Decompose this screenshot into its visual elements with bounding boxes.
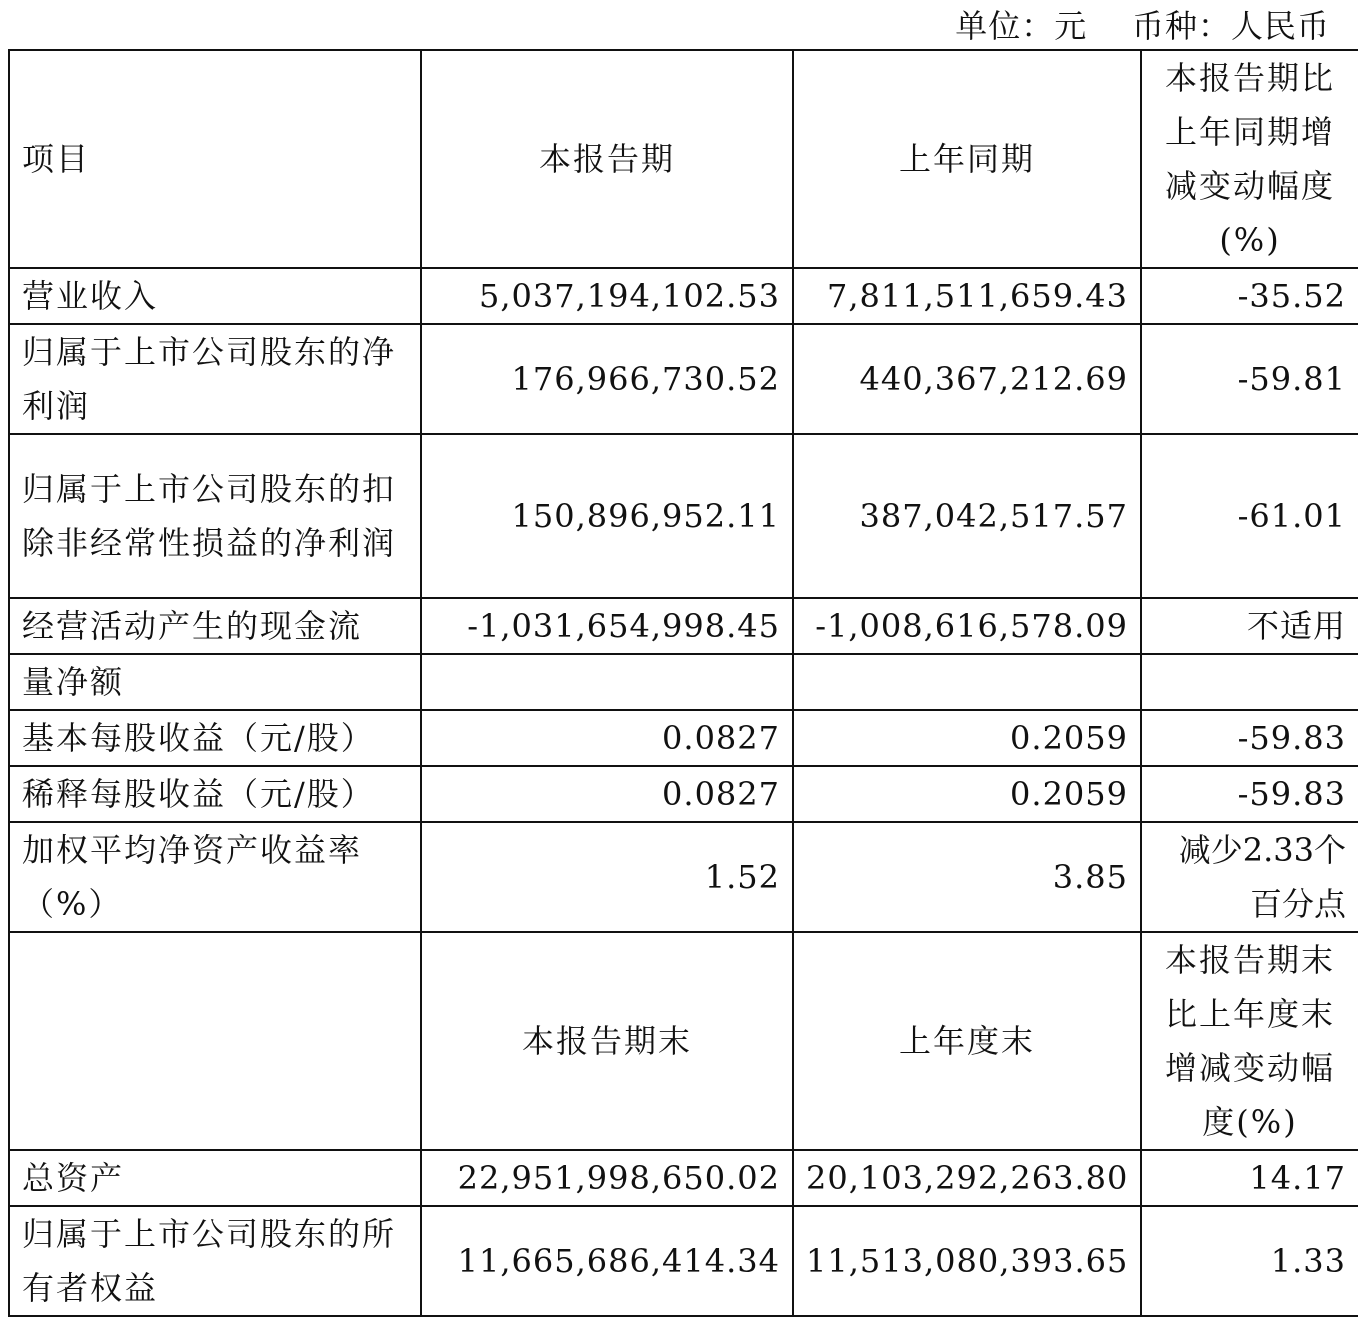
row-change-value: 减少2.33个百分点 xyxy=(1141,822,1358,932)
row-change-value: -35.52 xyxy=(1141,268,1358,324)
header-change-pct-end: 本报告期末比上年度末增减变动幅度(%) xyxy=(1141,932,1358,1150)
row-current-value: 150,896,952.11 xyxy=(421,434,793,598)
header-change-pct: 本报告期比上年同期增减变动幅度(%) xyxy=(1141,50,1358,268)
table-row xyxy=(9,1206,1358,1316)
row-label: 归属于上市公司股东的扣除非经常性损益的净利润 xyxy=(9,434,421,598)
table-row xyxy=(9,434,1358,598)
row-label: 量净额 xyxy=(9,654,421,710)
header-prior-period: 上年同期 xyxy=(793,50,1141,268)
row-prior-value: 3.85 xyxy=(793,822,1141,932)
row-prior-value: 0.2059 xyxy=(793,766,1141,822)
table-row xyxy=(9,822,1358,932)
table-row xyxy=(9,268,1358,324)
row-change-value: -59.83 xyxy=(1141,710,1358,766)
header-item: 项目 xyxy=(9,50,421,268)
row-label: 归属于上市公司股东的所有者权益 xyxy=(9,1206,421,1316)
row-current-value xyxy=(421,654,793,710)
row-label: 经营活动产生的现金流 xyxy=(9,598,421,654)
row-prior-value: 20,103,292,263.80 xyxy=(793,1150,1141,1206)
row-prior-value: 11,513,080,393.65 xyxy=(793,1206,1141,1316)
row-prior-value: 387,042,517.57 xyxy=(793,434,1141,598)
header-item-blank xyxy=(9,932,421,1150)
row-prior-value: 7,811,511,659.43 xyxy=(793,268,1141,324)
row-prior-value: -1,008,616,578.09 xyxy=(793,598,1141,654)
row-prior-value: 0.2059 xyxy=(793,710,1141,766)
header-current-period: 本报告期 xyxy=(421,50,793,268)
header-current-period-end: 本报告期末 xyxy=(421,932,793,1150)
header-prior-year-end: 上年度末 xyxy=(793,932,1141,1150)
table-row xyxy=(9,1150,1358,1206)
row-change-value: -61.01 xyxy=(1141,434,1358,598)
row-label: 总资产 xyxy=(9,1150,421,1206)
row-label: 归属于上市公司股东的净利润 xyxy=(9,324,421,434)
financial-data-table xyxy=(8,49,1358,1317)
row-label: 营业收入 xyxy=(9,268,421,324)
unit-currency-note: 单位：元 币种：人民币 xyxy=(955,7,1330,45)
row-change-value: 14.17 xyxy=(1141,1150,1358,1206)
row-current-value: 0.0827 xyxy=(421,766,793,822)
row-current-value: 5,037,194,102.53 xyxy=(421,268,793,324)
row-current-value: 1.52 xyxy=(421,822,793,932)
row-change-value: -59.83 xyxy=(1141,766,1358,822)
row-change-value: 不适用 xyxy=(1141,598,1358,654)
row-label: 基本每股收益（元/股） xyxy=(9,710,421,766)
header-row-period-end xyxy=(9,932,1358,1150)
table-row xyxy=(9,654,1358,710)
row-change-value xyxy=(1141,654,1358,710)
row-current-value: -1,031,654,998.45 xyxy=(421,598,793,654)
row-change-value: 1.33 xyxy=(1141,1206,1358,1316)
row-label: 稀释每股收益（元/股） xyxy=(9,766,421,822)
table-row xyxy=(9,598,1358,654)
row-prior-value: 440,367,212.69 xyxy=(793,324,1141,434)
row-current-value: 0.0827 xyxy=(421,710,793,766)
table-row xyxy=(9,324,1358,434)
row-current-value: 11,665,686,414.34 xyxy=(421,1206,793,1316)
header-row-period xyxy=(9,50,1358,268)
table-row xyxy=(9,710,1358,766)
row-label: 加权平均净资产收益率（%） xyxy=(9,822,421,932)
row-current-value: 22,951,998,650.02 xyxy=(421,1150,793,1206)
row-current-value: 176,966,730.52 xyxy=(421,324,793,434)
row-change-value: -59.81 xyxy=(1141,324,1358,434)
table-row xyxy=(9,766,1358,822)
row-prior-value xyxy=(793,654,1141,710)
